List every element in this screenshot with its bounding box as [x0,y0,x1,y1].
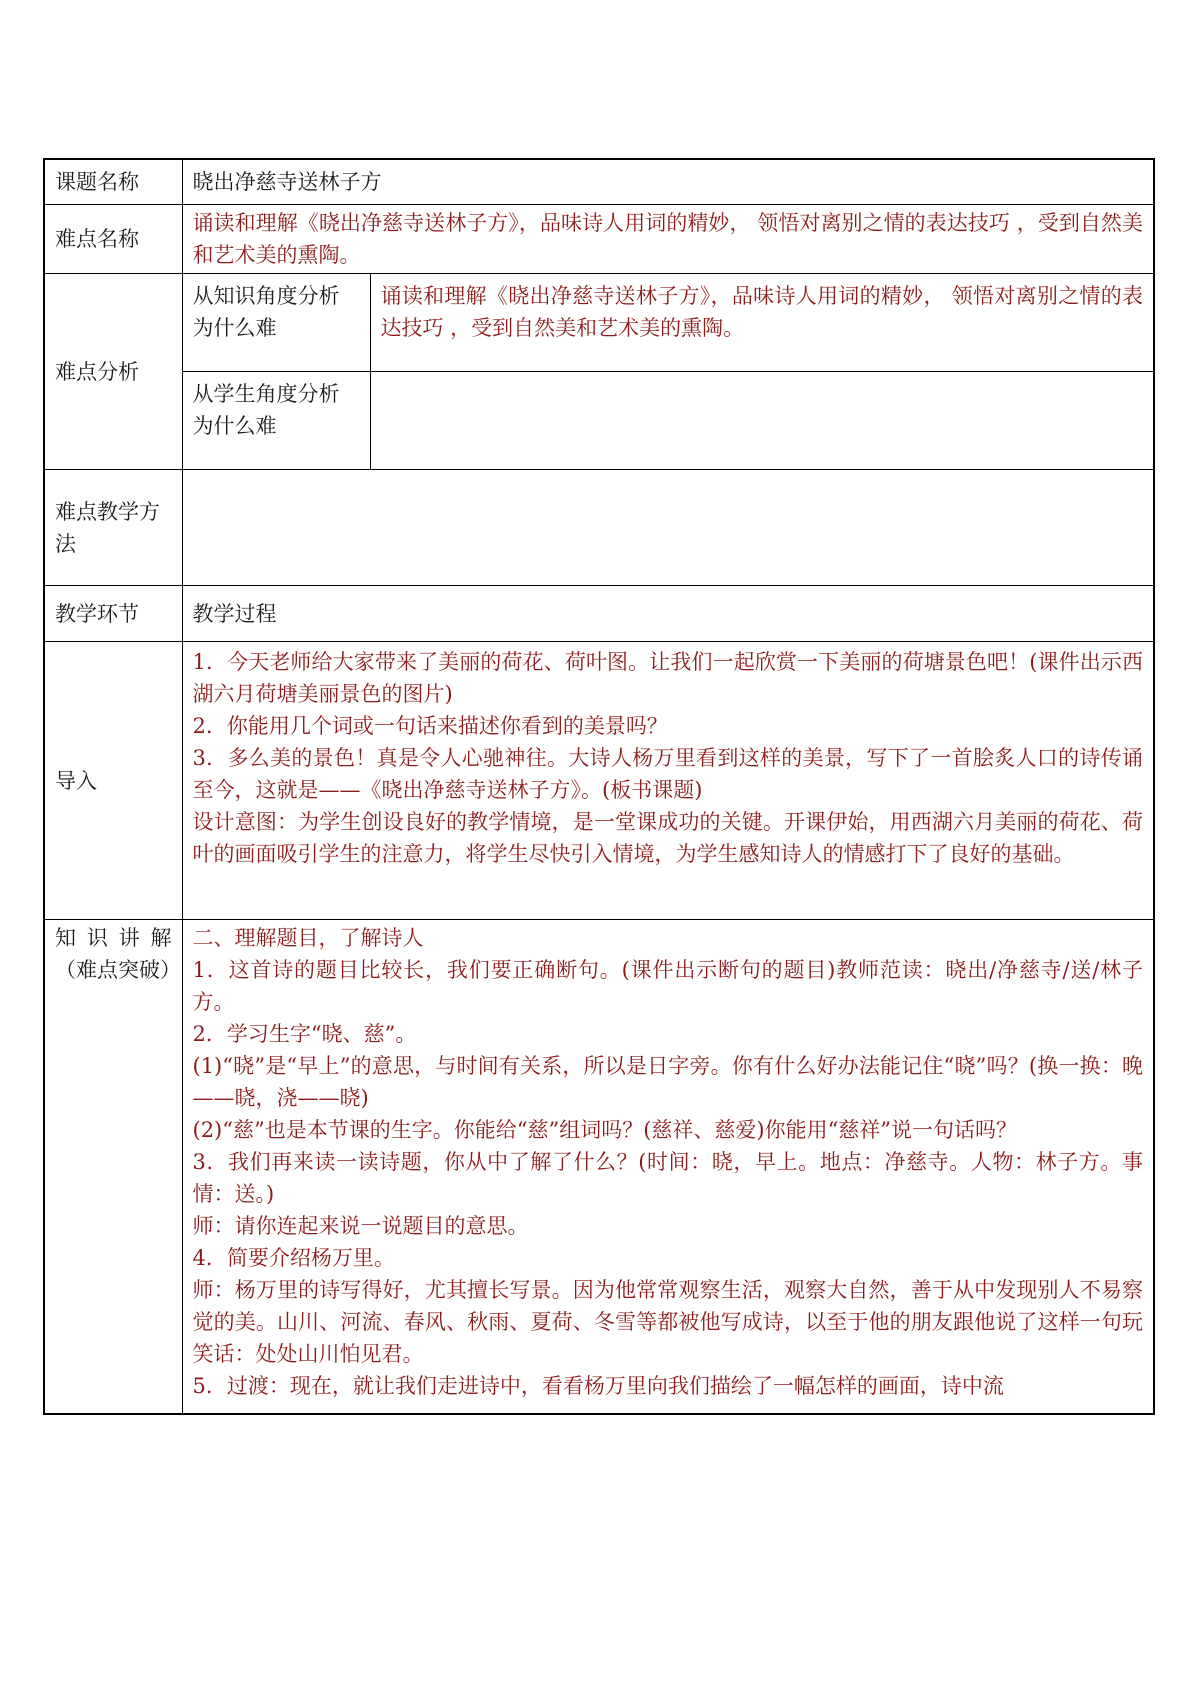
difficulty-value: 诵读和理解《晓出净慈寺送林子方》，品味诗人用词的精妙， 领悟对离别之情的表达技巧 ，受到自然美和艺术美的熏陶。 [182,205,1154,274]
topic-label: 课题名称 [44,159,182,205]
knowledge-paragraph: (1)“晓”是“早上”的意思，与时间有关系，所以是日字旁。你有什么好办法能记住“晓”吗？(换一换：晚——晓，浇——晓) [192,1054,1143,1110]
knowledge-paragraph: 二、理解题目，了解诗人 [192,926,424,950]
knowledge-label: 知识讲解（难点突破） [44,920,182,1414]
stage-header: 教学环节 [44,586,182,642]
difficulty-label: 难点名称 [44,205,182,274]
topic-value: 晓出净慈寺送林子方 [182,159,1154,205]
knowledge-paragraph: 4．简要介绍杨万里。 [192,1246,395,1270]
student-angle-value [370,372,1154,470]
row-analysis-student [44,372,1154,470]
knowledge-paragraph: 2．学习生字“晓、慈”。 [192,1022,417,1046]
intro-paragraph: 3．多么美的景色！真是令人心驰神往。大诗人杨万里看到这样的美景，写下了一首脍炙人口的诗传诵至今，这就是——《晓出净慈寺送林子方》。(板书课题) [192,746,1143,802]
row-topic [44,159,1154,205]
row-analysis-knowledge [44,274,1154,372]
analysis-label: 难点分析 [44,274,182,470]
intro-paragraph: 1．今天老师给大家带来了美丽的荷花、荷叶图。让我们一起欣赏一下美丽的荷塘景色吧！(课件出示西湖六月荷塘美丽景色的图片) [192,650,1143,706]
lesson-plan-table [43,158,1155,1415]
intro-paragraph: 设计意图：为学生创设良好的教学情境，是一堂课成功的关键。开课伊始，用西湖六月美丽的荷花、荷叶的画面吸引学生的注意力，将学生尽快引入情境，为学生感知诗人的情感打下了良好的基础。 [192,810,1143,866]
knowledge-angle-value: 诵读和理解《晓出净慈寺送林子方》，品味诗人用词的精妙， 领悟对离别之情的表达技巧 ，受到自然美和艺术美的熏陶。 [370,274,1154,372]
row-knowledge [44,920,1154,1414]
knowledge-paragraph: 5．过渡：现在，就让我们走进诗中，看看杨万里向我们描绘了一幅怎样的画面，诗中流 [192,1374,1004,1398]
process-header: 教学过程 [182,586,1154,642]
row-difficulty [44,205,1154,274]
intro-label: 导入 [44,642,182,920]
method-value [182,470,1154,586]
knowledge-content [182,920,1154,1414]
knowledge-paragraph: 1．这首诗的题目比较长，我们要正确断句。(课件出示断句的题目)教师范读：晓出/净慈寺/送/林子方。 [192,958,1143,1014]
knowledge-paragraph: 师：请你连起来说一说题目的意思。 [192,1214,529,1238]
row-method [44,470,1154,586]
knowledge-angle-label: 从知识角度分析为什么难 [182,274,370,372]
row-intro [44,642,1154,920]
student-angle-label: 从学生角度分析为什么难 [182,372,370,470]
intro-paragraph: 2．你能用几个词或一句话来描述你看到的美景吗？ [192,714,668,738]
intro-content [182,642,1154,920]
method-label: 难点教学方法 [44,470,182,586]
knowledge-paragraph: 师：杨万里的诗写得好，尤其擅长写景。因为他常常观察生活，观察大自然，善于从中发现别人不易察觉的美。山川、河流、春风、秋雨、夏荷、冬雪等都被他写成诗，以至于他的朋友跟他说了这样一句玩笑话：处处山川怕见君。 [192,1278,1143,1366]
row-header [44,586,1154,642]
knowledge-paragraph: (2)“慈”也是本节课的生字。你能给“慈”组词吗？(慈祥、慈爱)你能用“慈祥”说一句话吗？ [192,1118,1018,1142]
knowledge-paragraph: 3．我们再来读一读诗题，你从中了解了什么？(时间：晓，早上。地点：净慈寺。人物：林子方。事情：送。) [192,1150,1143,1206]
